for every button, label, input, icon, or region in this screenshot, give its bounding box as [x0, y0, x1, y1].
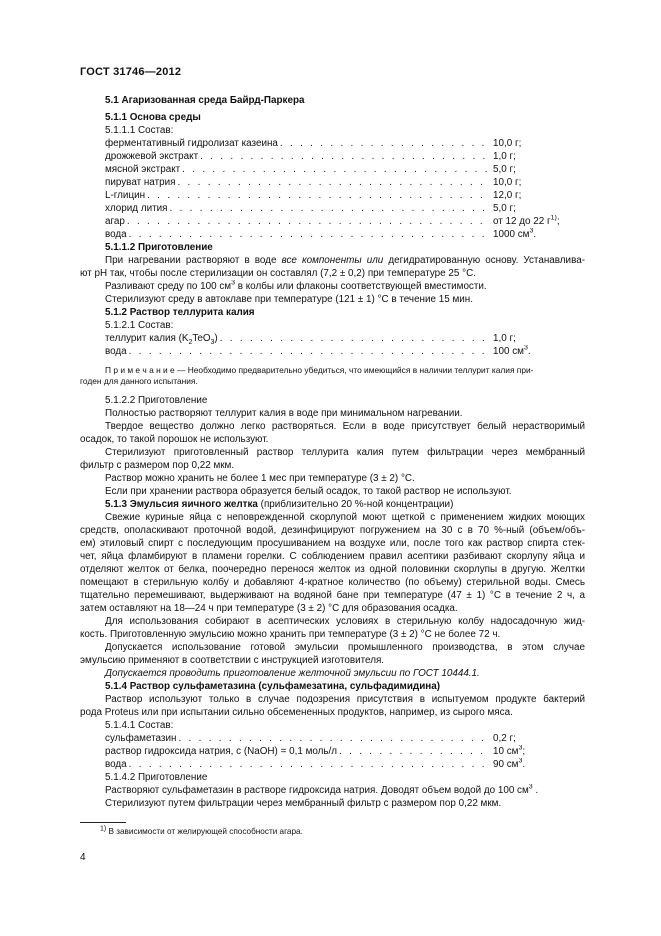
paragraph: Если при хранении раствора образуется белый осадок, то такой раствор не используют.: [105, 486, 512, 497]
paragraph-line: тщательно перемешивают, выдерживают на водяной бане при температуре (47 ± 1) °С в течение 2 ч, а: [80, 590, 585, 601]
ingredient-row: сульфаметазин . . . 0,2 г;: [80, 732, 585, 745]
sulfa-ingredient-list: [80, 732, 585, 771]
paragraph: При нагревании растворяют в воде все компоненты или дегидратированную основу. Устанавлива-: [105, 255, 585, 266]
ingredient-row: теллурит калия $(K_2TeO_3)$ . . . 1,0 г;: [80, 332, 585, 345]
paragraph: Разливают среду по 100 $см^3$ в колбы или флаконы соответствующей вместимости.: [105, 280, 487, 292]
composition-heading: 5.1.4.1 Состав:: [105, 720, 174, 731]
paragraph-line: Стерилизуют приготовленный раствор теллурита калия путем фильтрации через мембранный: [105, 447, 585, 458]
paragraph: Стерилизуют путем фильтрации через мембранный фильтр с размером пор 0,22 мкм.: [105, 798, 502, 809]
section-title-5-1: 5.1 Агаризованная среда Байрд-Паркера: [105, 95, 305, 106]
section-title-5-1-1: 5.1.1 Основа среды: [105, 112, 201, 123]
paragraph: Стерилизуют среду в автоклаве при температуре (121 ± 1) °С в течение 15 мин.: [105, 294, 473, 305]
prep-heading: 5.1.2.2 Приготовление: [105, 395, 208, 406]
paragraph-line: кость. Приготовленную эмульсию можно хранить при температуре (3 ± 2) °С не более 72 ч.: [80, 629, 501, 640]
paragraph: Раствор можно хранить не более 1 мес при температуре (3 ± 2) °С.: [105, 473, 415, 484]
paragraph-line: помещают в стерильную колбу и добавляют 4-кратное количество (по объему) стерильной воды. Смесь: [80, 577, 585, 588]
composition-heading: 5.1.2.1 Состав:: [105, 320, 174, 331]
ingredient-row: дрожжевой экстракт . . . 1,0 г;: [80, 150, 585, 163]
paragraph-line: Раствор используют только в случае подозрения присутствия в испытуемом продукте бактерий: [105, 694, 585, 705]
section-title-5-1-4: 5.1.4 Раствор сульфаметазина (сульфамезатина, сульфадимидина): [105, 681, 441, 692]
ingredient-row: мясной экстракт . . . 5,0 г;: [80, 163, 585, 176]
section-title-5-1-2: 5.1.2 Раствор теллурита калия: [105, 307, 255, 318]
ingredient-row: вода . . . 100 $см^3$.: [80, 345, 585, 358]
footnote-rule: [80, 822, 126, 823]
ingredient-row: агар . . . от 12 до 22 $г^{1)}$;: [80, 215, 585, 228]
ingredient-row: вода . . . 90 $см^3$.: [80, 758, 585, 771]
paragraph: Полностью растворяют теллурит калия в воде при минимальном нагревании.: [105, 408, 463, 419]
paragraph: Растворяют сульфаметазин в растворе гидроксида натрия. Доводят объем водой до 100 $см^3$ .: [105, 784, 539, 796]
ingredient-row: вода . . . 1000 $см^3$.: [80, 228, 585, 241]
paragraph-line: Для использования собирают в асептических условиях в стерильную колбу надосадочную жид-: [105, 616, 585, 627]
paragraph-block: [80, 615, 585, 641]
paragraph-line: чет, яйца фламбируют в пламени горелки. С соблюдением правил асептики разбивают скорлупу яйца и: [80, 551, 585, 562]
paragraph-line: Твердое вещество должно легко растворяться. Если в воде присутствует белый нерастворимый: [105, 421, 585, 432]
paragraph-line: Свежие куриные яйца с неповрежденной скорлупой моют щеткой с применением жидких моющих: [105, 512, 585, 523]
prep-heading: 5.1.4.2 Приготовление: [105, 772, 208, 783]
paragraph-line: ем) этиловый спирт с последующим просушиванием на воздухе или, после того как раствор спирта стек-: [80, 538, 585, 549]
section-title-5-1-1-2: 5.1.1.2 Приготовление: [105, 242, 213, 253]
footnote: $^{1)}$ В зависимости от желирующей способности агара.: [100, 825, 303, 836]
paragraph-line: затем оставляют на 18—24 ч при температуре (3 ± 2) °С для образования осадка.: [80, 603, 458, 614]
ingredient-row: L-глицин . . . 12,0 г;: [80, 189, 585, 202]
ingredient-row: раствор гидроксида натрия, c (NaOH) = 0,1 моль/л . . . 10 $см^3$;: [80, 745, 585, 758]
ingredient-row: хлорид лития . . . 5,0 г;: [80, 202, 585, 215]
paragraph: Допускается проводить приготовление желточной эмульсии по ГОСТ 10444.1.: [105, 668, 480, 679]
paragraph-block: [80, 641, 585, 667]
paragraph-line: осадок, то такой порошок не используют.: [80, 434, 269, 445]
document-body: [80, 94, 585, 810]
composition-heading: 5.1.1.1 Состав:: [105, 125, 174, 136]
paragraph-line: средств, ополаскивают проточной водой, дезинфицируют погружением на 30 с в 70 %-ный (объем/объ-: [80, 525, 585, 536]
paragraph-line: эмульсию применяют в соответствии с инструкцией изготовителя.: [80, 655, 385, 666]
note-text: П р и м е ч а н и е — Необходимо предварительно убедиться, что имеющийся в наличии теллурит калия при-: [105, 365, 534, 375]
paragraph-block: [80, 511, 585, 615]
note-text: годен для данного испытания.: [80, 376, 198, 386]
base-ingredient-list: [80, 137, 585, 241]
standard-header: ГОСТ 31746—2012: [80, 66, 182, 78]
paragraph-line: Допускается использование готовой эмульсии промышленного производства, в этом случае: [105, 642, 585, 653]
paragraph-line: фильтр с размером пор 0,22 мкм.: [80, 460, 235, 471]
paragraph-line: рода Proteus или при испытании сильно обсемененных продуктов, например, из сырого мяса.: [80, 707, 513, 718]
ingredient-row: пируват натрия . . . 10,0 г;: [80, 176, 585, 189]
paragraph-line: отделяют желток от белка, поочередно перенося желток из одной половинки скорлупы в другую. Желтки: [80, 564, 585, 575]
ingredient-row: ферментативный гидролизат казеина . . . 10,0 г;: [80, 137, 585, 150]
page-number: 4: [80, 852, 86, 863]
paragraph-line: ют рН так, чтобы после стерилизации он составлял (7,2 ± 0,2) при температуре 25 °С.: [80, 268, 476, 279]
section-title-5-1-3: 5.1.3 Эмульсия яичного желтка (приблизительно 20 %-ной концентрации): [105, 499, 454, 510]
